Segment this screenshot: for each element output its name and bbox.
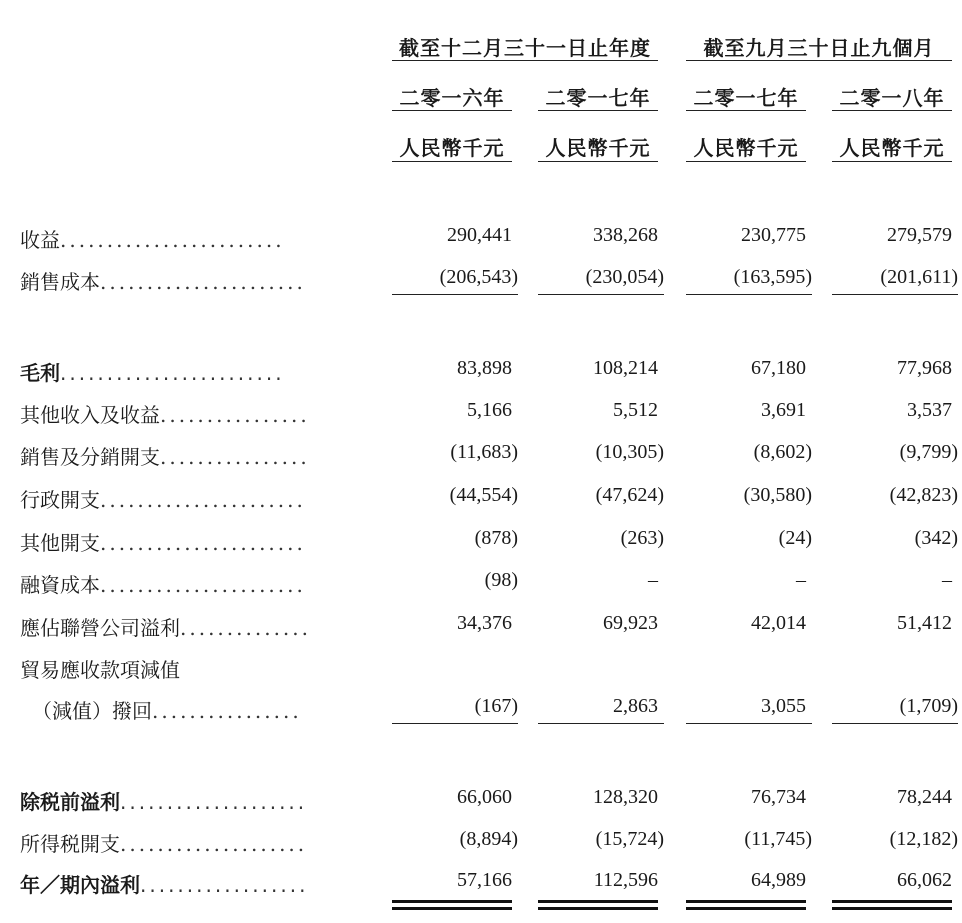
subtotal-rule [538,294,664,295]
cell-value: (167) [474,695,518,717]
cell-value: (9,799) [899,441,958,463]
cell-value: (24) [778,527,812,549]
cell-value: 290,441 [447,224,512,246]
cell-value: 5,512 [613,399,658,421]
row-label: 所得税開支.................... [20,832,308,856]
cell-value: 230,775 [741,224,806,246]
cell-value: (15,724) [595,828,664,850]
cell-value: (8,894) [459,828,518,850]
row-label: 銷售及分銷開支................ [20,445,310,469]
row-label: 其他開支...................... [20,531,306,555]
header-year-3: 二零一七年 [693,86,799,110]
cell-value: – [648,569,658,591]
cell-value: 64,989 [751,869,806,891]
header-unit-rule [392,161,512,162]
header-year-2: 二零一七年 [545,86,651,110]
subtotal-rule [832,294,958,295]
subtotal-rule [538,723,664,724]
header-year-1: 二零一六年 [399,86,505,110]
row-label: 融資成本...................... [20,573,306,597]
cell-value: 67,180 [751,357,806,379]
header-group-nine-months: 截至九月三十日止九個月 [703,36,935,60]
cell-value: 42,014 [751,612,806,634]
cell-value: 3,537 [907,399,952,421]
cell-value: 2,863 [613,695,658,717]
total-double-rule [392,900,512,910]
cell-value: 112,596 [593,869,658,891]
cell-value: (42,823) [889,484,958,506]
header-unit-1: 人民幣千元 [399,136,505,160]
cell-value: 3,055 [761,695,806,717]
cell-value: (11,745) [744,828,812,850]
header-year-rule [392,110,512,111]
row-label: 年／期內溢利.................. [20,873,309,897]
subtotal-rule [392,723,518,724]
header-group-nine-months-rule [686,60,952,61]
cell-value: (98) [484,569,518,591]
cell-value: 76,734 [751,786,806,808]
row-label: 應佔聯營公司溢利.............. [20,616,312,640]
cell-value: (12,182) [889,828,958,850]
row-label: 行政開支...................... [20,488,306,512]
cell-value: (230,054) [585,266,664,288]
cell-value: 78,244 [897,786,952,808]
row-label: 其他收入及收益................ [20,403,310,427]
subtotal-rule [686,723,812,724]
cell-value: (30,580) [743,484,812,506]
row-label: 貿易應收款項減值 [20,658,180,682]
header-unit-rule [686,161,806,162]
cell-value: (878) [474,527,518,549]
total-double-rule [832,900,952,910]
subtotal-rule [832,723,958,724]
cell-value: 69,923 [603,612,658,634]
cell-value: 66,062 [897,869,952,891]
header-year-rule [832,110,952,111]
row-label: 除税前溢利.................... [20,790,308,814]
cell-value: 34,376 [457,612,512,634]
row-label: 銷售成本...................... [20,270,306,294]
cell-value: (44,554) [449,484,518,506]
cell-value: (47,624) [595,484,664,506]
total-double-rule [538,900,658,910]
cell-value: (342) [914,527,958,549]
cell-value: 108,214 [593,357,658,379]
cell-value: 5,166 [467,399,512,421]
header-year-rule [538,110,658,111]
cell-value: 66,060 [457,786,512,808]
subtotal-rule [686,294,812,295]
header-unit-rule [832,161,952,162]
cell-value: 77,968 [897,357,952,379]
header-year-rule [686,110,806,111]
header-group-year: 截至十二月三十一日止年度 [399,36,651,60]
total-double-rule [686,900,806,910]
cell-value: 279,579 [887,224,952,246]
cell-value: – [796,569,806,591]
header-unit-3: 人民幣千元 [693,136,799,160]
cell-value: 57,166 [457,869,512,891]
header-unit-2: 人民幣千元 [545,136,651,160]
cell-value: (11,683) [450,441,518,463]
header-unit-rule [538,161,658,162]
cell-value: (263) [620,527,664,549]
header-unit-4: 人民幣千元 [839,136,945,160]
row-label: （減值）撥回................ [32,699,302,723]
cell-value: (206,543) [439,266,518,288]
cell-value: – [942,569,952,591]
cell-value: 83,898 [457,357,512,379]
cell-value: 128,320 [593,786,658,808]
header-year-4: 二零一八年 [839,86,945,110]
cell-value: (1,709) [899,695,958,717]
subtotal-rule [392,294,518,295]
cell-value: 3,691 [761,399,806,421]
row-label: 收益........................ [20,228,285,252]
cell-value: (163,595) [733,266,812,288]
cell-value: (201,611) [880,266,958,288]
cell-value: 338,268 [593,224,658,246]
cell-value: 51,412 [897,612,952,634]
cell-value: (10,305) [595,441,664,463]
row-label: 毛利........................ [20,361,285,385]
header-group-year-rule [392,60,658,61]
cell-value: (8,602) [753,441,812,463]
